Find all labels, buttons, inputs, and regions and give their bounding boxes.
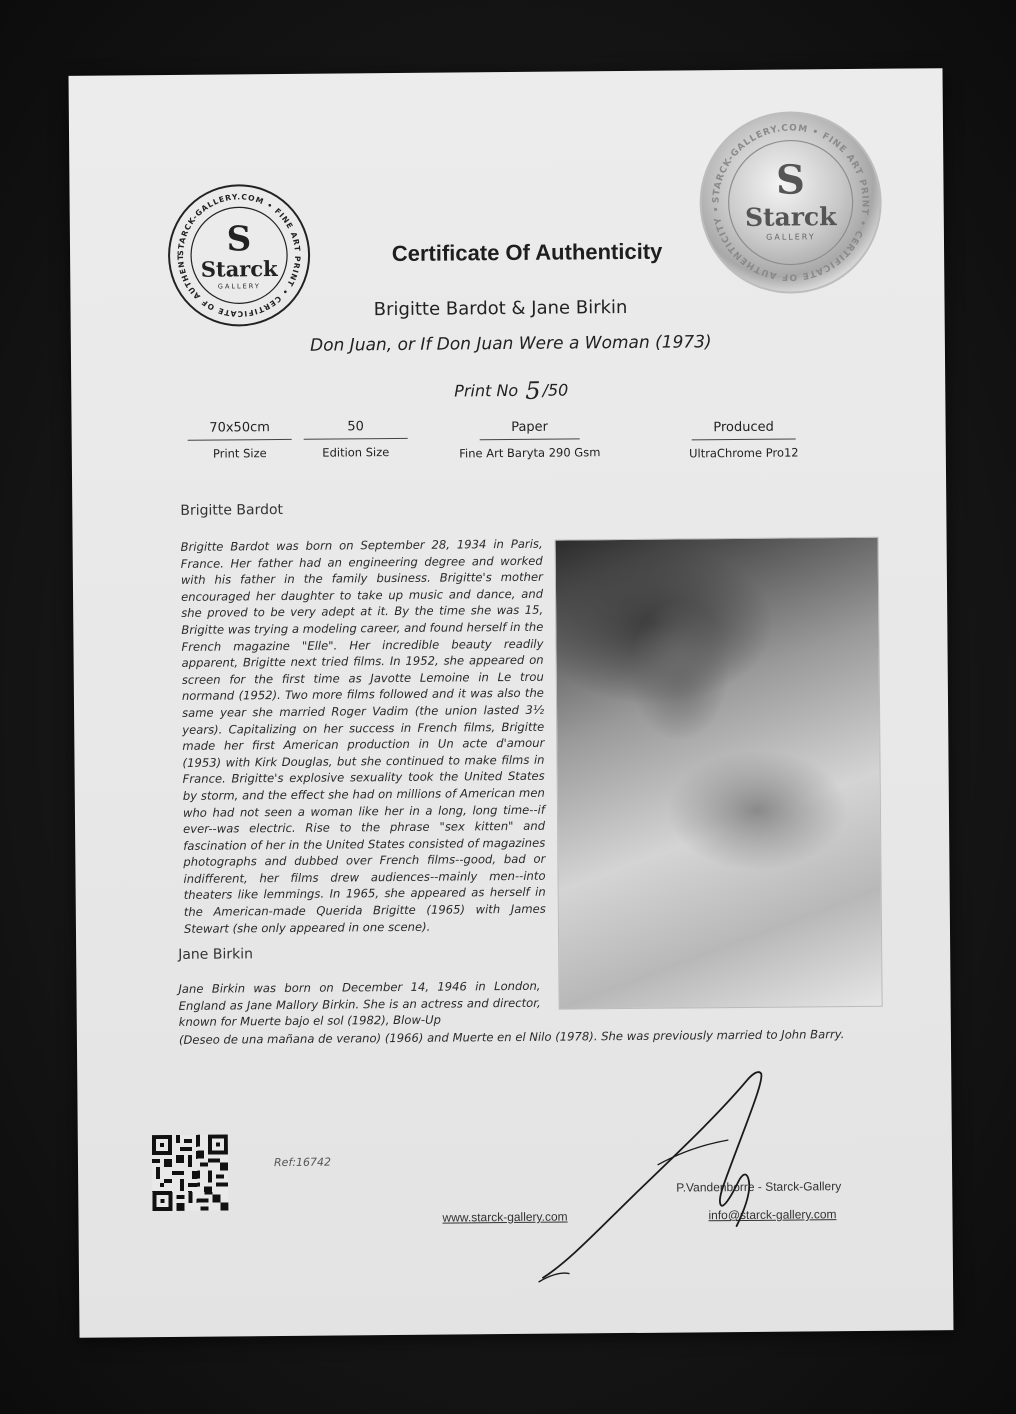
print-number-total: /50 [542,380,569,400]
qr-code[interactable] [152,1134,229,1211]
seal-left-monogram: S [226,219,252,260]
seal-foil-sub: GALLERY [766,232,816,242]
seal-foil-monogram: S [775,156,806,204]
spec-label: Fine Art Baryta 290 Gsm [459,445,601,461]
seal-left-sub: GALLERY [217,282,261,291]
signatory-name: P.Vandenborre - Starck-Gallery [676,1179,842,1195]
film-title: Don Juan, or If Don Juan Were a Woman (1973) [310,332,712,356]
spec-value: 50 [304,419,408,440]
spec-label: Print Size [212,446,267,461]
spec-print-size [188,420,292,461]
birkin-heading: Jane Birkin [178,946,254,963]
spec-edition-size [304,419,408,460]
handwritten-signature [507,1059,829,1302]
film-still-photo [555,537,883,1010]
seal-left-ring-text: STARCK-GALLERY.COM • FINE ART PRINT • CERTIFICATE OF AUTHENTICITY [176,192,303,319]
gallery-seal-foil [697,109,885,297]
spec-value: Paper [480,419,580,440]
bardot-biography: Brigitte Bardot was born on September 28, 1934 in Paris, France. Her father had an engineering degree and worked with his father in the family business. Brigitte's mother encouraged her daughter to take up music and dance, and she proved to be very adept at it. By the time she was 15, Brigitte was trying a modeling career, and found herself in the French magazine "Elle". Her incredible beauty readily apparent, Brigitte next tried films. In 1952, she appeared on screen for the first time as Javotte Lemoine in Le trou normand (1952). Two more films followed and it was also the same year she married Roger Vadim (the union lasted 3½ years). Capitalizing on her success in French films, Brigitte made her first American production in Un acte d'amour (1953) with Kirk Douglas, but she continued to make films in France. Brigitte's explosive sexuality took the United States by storm, and the effect she had on millions of American men who had not seen a woman like her in a long, long time--if ever--was electric. Rise to the phrase "sex kitten" and fascination of her in the United States consisted of magazines photographs and dubbed over French films--good, bad or indifferent, her films drew audiences--mainly men--into theaters like lemmings. In 1965, she appeared as herself in the American-made Querida Brigitte (1965) with James Stewart (she only appeared in one scene). [180,536,546,936]
birkin-biography-bottom: (Deseo de una mañana de verano) (1966) and Muerte en el Nilo (1978). She was previously married to John Barry. [178,1027,845,1047]
reference-number: Ref:16742 [273,1155,332,1170]
certificate-title: Certificate Of Authenticity [391,238,663,267]
website-link[interactable]: www.starck-gallery.com [442,1209,568,1225]
gallery-seal-left [163,180,314,331]
spec-label: Edition Size [322,445,390,460]
spec-value: Produced [692,420,796,441]
print-number-label: Print No [454,380,519,401]
birkin-biography-top: Jane Birkin was born on December 14, 1946 in London, England as Jane Mallory Birkin. She is an actress and director, known for Muerte bajo el sol (1982), Blow-Up [178,978,541,1030]
spec-paper [450,419,610,460]
seal-foil-brand: Starck [744,202,837,232]
seal-left-brand: Starck [200,256,278,282]
email-link[interactable]: info@starck-gallery.com [708,1207,837,1223]
spec-produced [682,419,806,460]
print-number-handwritten: 5 [525,376,541,405]
artists-name: Brigitte Bardot & Jane Birkin [373,296,628,321]
bardot-heading: Brigitte Bardot [180,501,284,519]
print-number [401,373,621,403]
seal-foil-ring-text: STARCK-GALLERY.COM • FINE ART PRINT • CERTIFICATE OF AUTHENTICITY • [711,123,870,282]
spec-label: UltraChrome Pro12 [688,445,799,461]
certificate-sheet [69,68,954,1338]
spec-value: 70x50cm [188,420,292,441]
